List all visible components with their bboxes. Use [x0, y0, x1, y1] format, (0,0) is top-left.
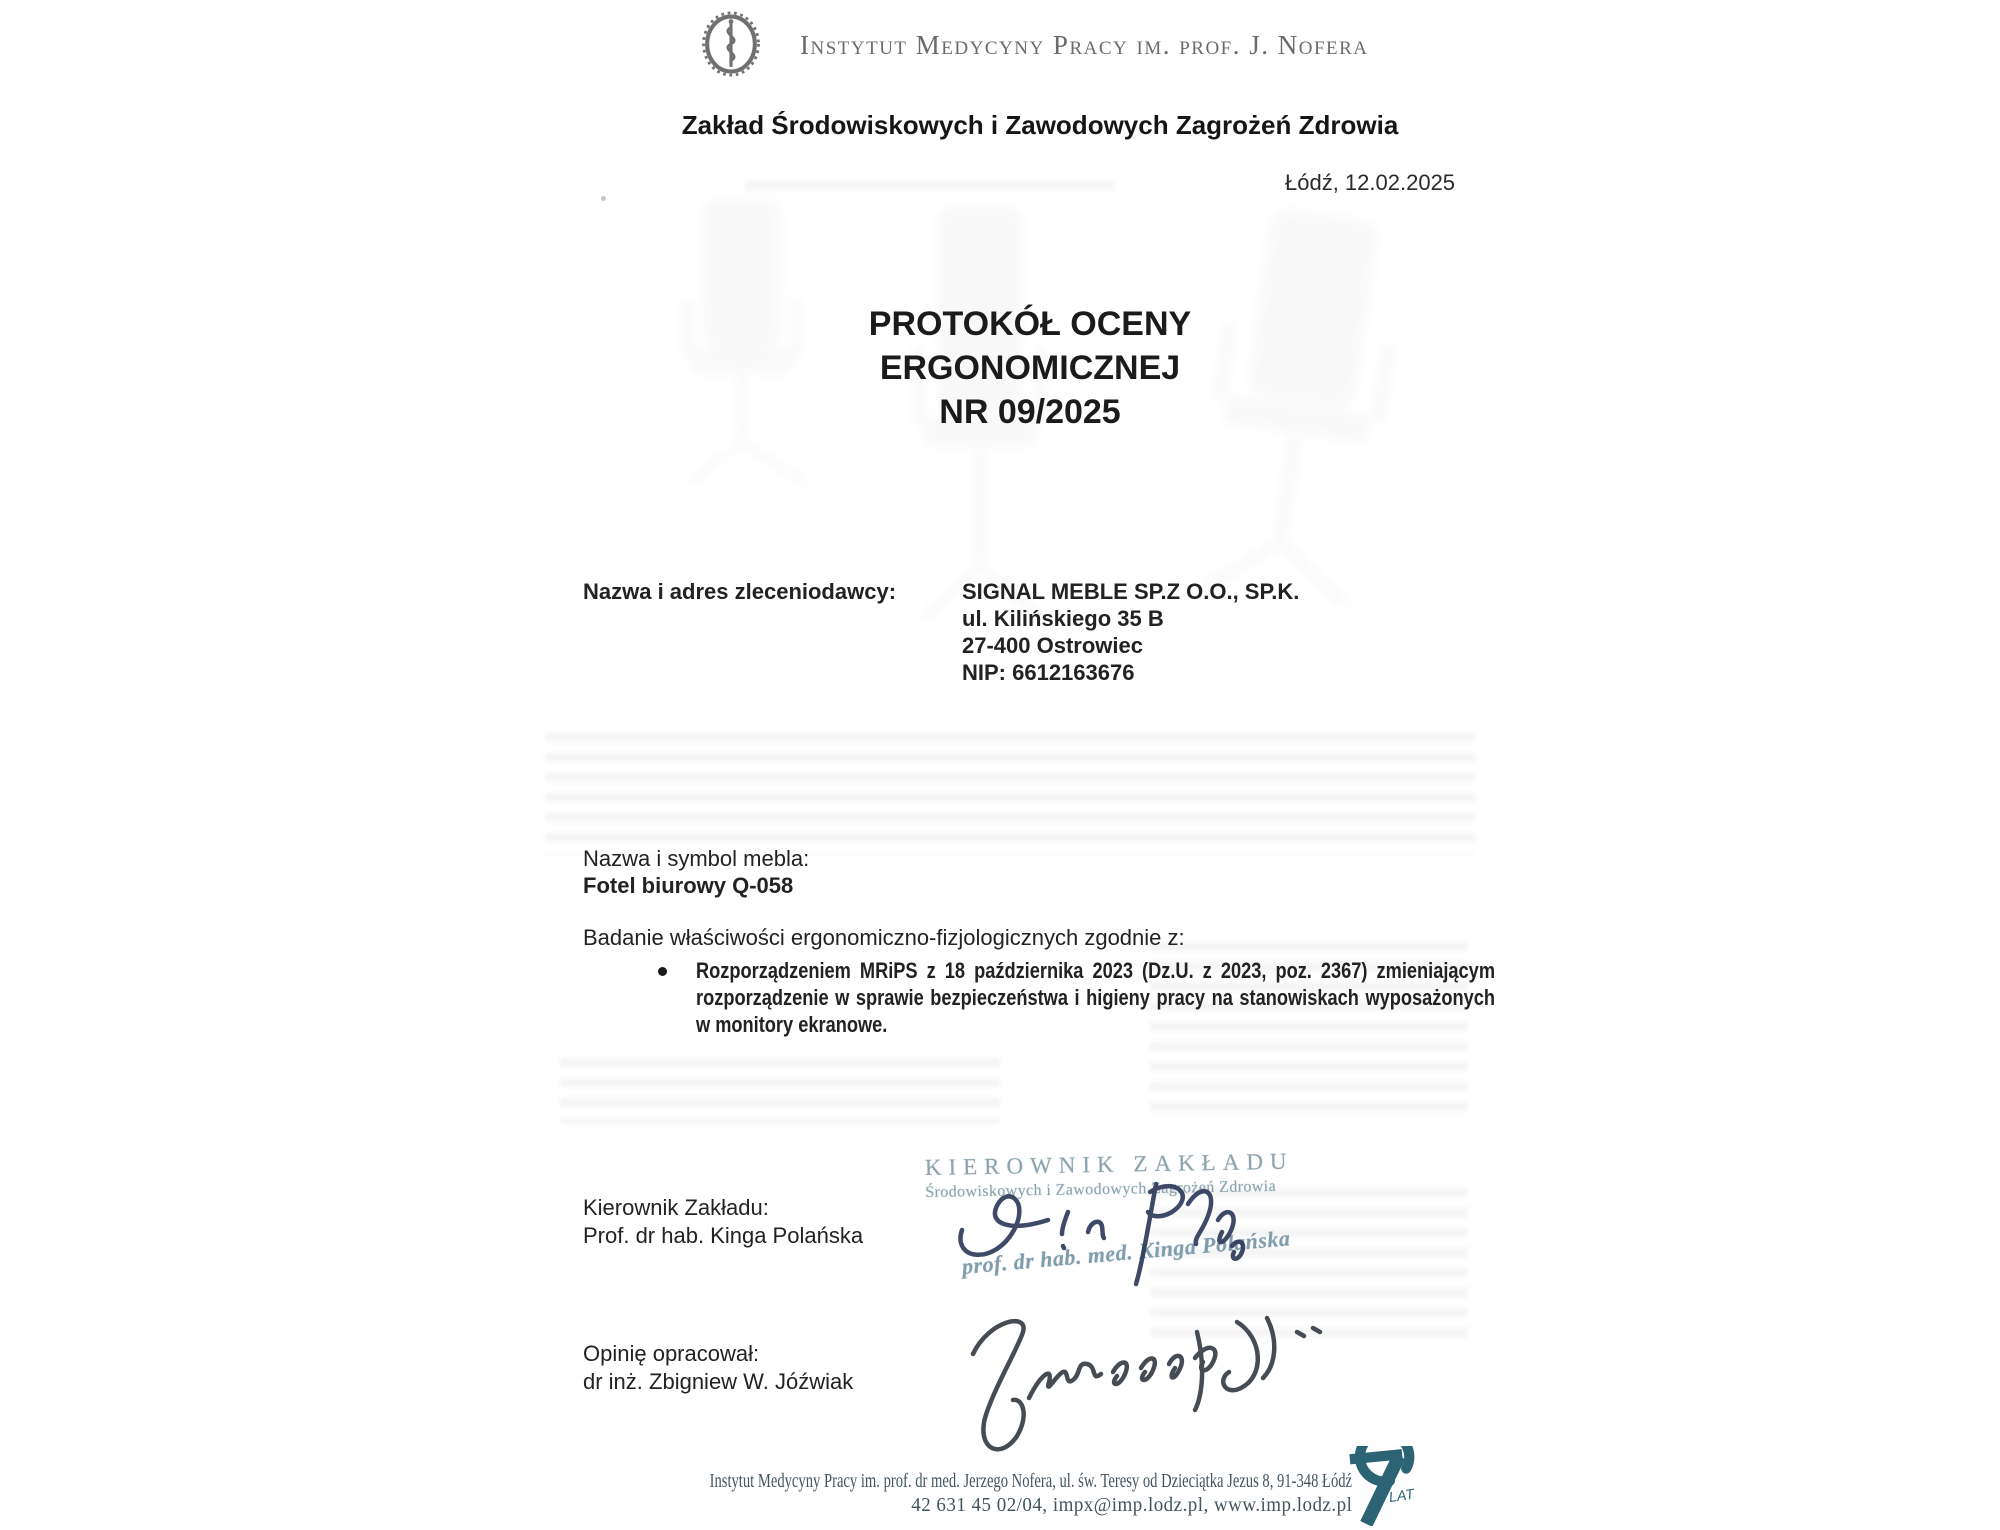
furniture-label: Nazwa i symbol mebla:: [583, 846, 810, 871]
furniture-name: Fotel biurowy Q-058: [583, 873, 794, 898]
study-intro: Badanie właściwości ergonomiczno-fizjologicznych zgodnie z:: [583, 925, 1185, 950]
study-regulation-bullet: Rozporządzeniem MRiPS z 18 października 2023 (Dz.U. z 2023, poz. 2367) zmieniającym rozporządzenie w sprawie bezpieczeństwa i higieny pracy na stanowiskach wyposażonych w monitory ekranowe.: [696, 958, 1496, 1037]
department-name: Zakład Środowiskowych i Zawodowych Zagrożeń Zdrowia: [681, 110, 1399, 140]
title-line-1: PROTOKÓŁ OCENY: [868, 305, 1192, 343]
institute-name: Instytut Medycyny Pracy im. prof. J. Nofera: [800, 30, 1369, 60]
stamp-line-1: KIEROWNIK ZAKŁADU: [924, 1148, 1294, 1181]
bleedthrough-text-ghost: [545, 733, 1475, 855]
client-name: SIGNAL MEBLE SP.Z O.O., SP.K.: [962, 579, 1300, 604]
anniversary-70-lat-logo: [1344, 1446, 1448, 1530]
head-signatory: [583, 1194, 863, 1249]
footer-address: Instytut Medycyny Pracy im. prof. dr med. Jerzego Nofera, ul. św. Teresy od Dzieciątka Jezus 8, 91-348 Łódź: [709, 1470, 1352, 1492]
client-street: ul. Kilińskiego 35 B: [962, 606, 1164, 631]
author-signatory: [583, 1340, 853, 1395]
author-name: dr inż. Zbigniew W. Jóźwiak: [583, 1369, 854, 1394]
title-line-2: ERGONOMICZNEJ: [879, 349, 1181, 387]
client-label: Nazwa i adres zleceniodawcy:: [583, 579, 897, 604]
head-label: Kierownik Zakładu:: [583, 1195, 769, 1220]
stamp-line-2: Środowiskowych i Zawodowych Zagrożeń Zdrowia: [925, 1177, 1277, 1202]
bleedthrough-text-ghost: [560, 1058, 1000, 1124]
author-signature-ink: [945, 1302, 1355, 1472]
client-city: 27-400 Ostrowiec: [962, 633, 1143, 658]
document-title: [560, 302, 1500, 434]
client-address: [962, 578, 1299, 686]
anniversary-lat-text: LAT: [1387, 1486, 1416, 1507]
client-nip: NIP: 6612163676: [962, 660, 1135, 685]
head-signature-ink: [950, 1168, 1280, 1293]
place-date: Łódź, 12.02.2025: [1285, 170, 1456, 195]
stamp-line-3: prof. dr hab. med. Kinga Polańska: [960, 1225, 1292, 1279]
bullet-icon: [658, 967, 667, 976]
scan-speck: [601, 196, 606, 201]
title-line-3: NR 09/2025: [939, 393, 1121, 431]
bleedthrough-text-ghost: [745, 180, 1115, 191]
institute-logo-icon: [700, 11, 762, 82]
author-label: Opinię opracował:: [583, 1341, 760, 1366]
head-name: Prof. dr hab. Kinga Polańska: [583, 1223, 864, 1248]
footer-contact: 42 631 45 02/04, impx@imp.lodz.pl, www.imp.lodz.pl: [910, 1494, 1352, 1516]
